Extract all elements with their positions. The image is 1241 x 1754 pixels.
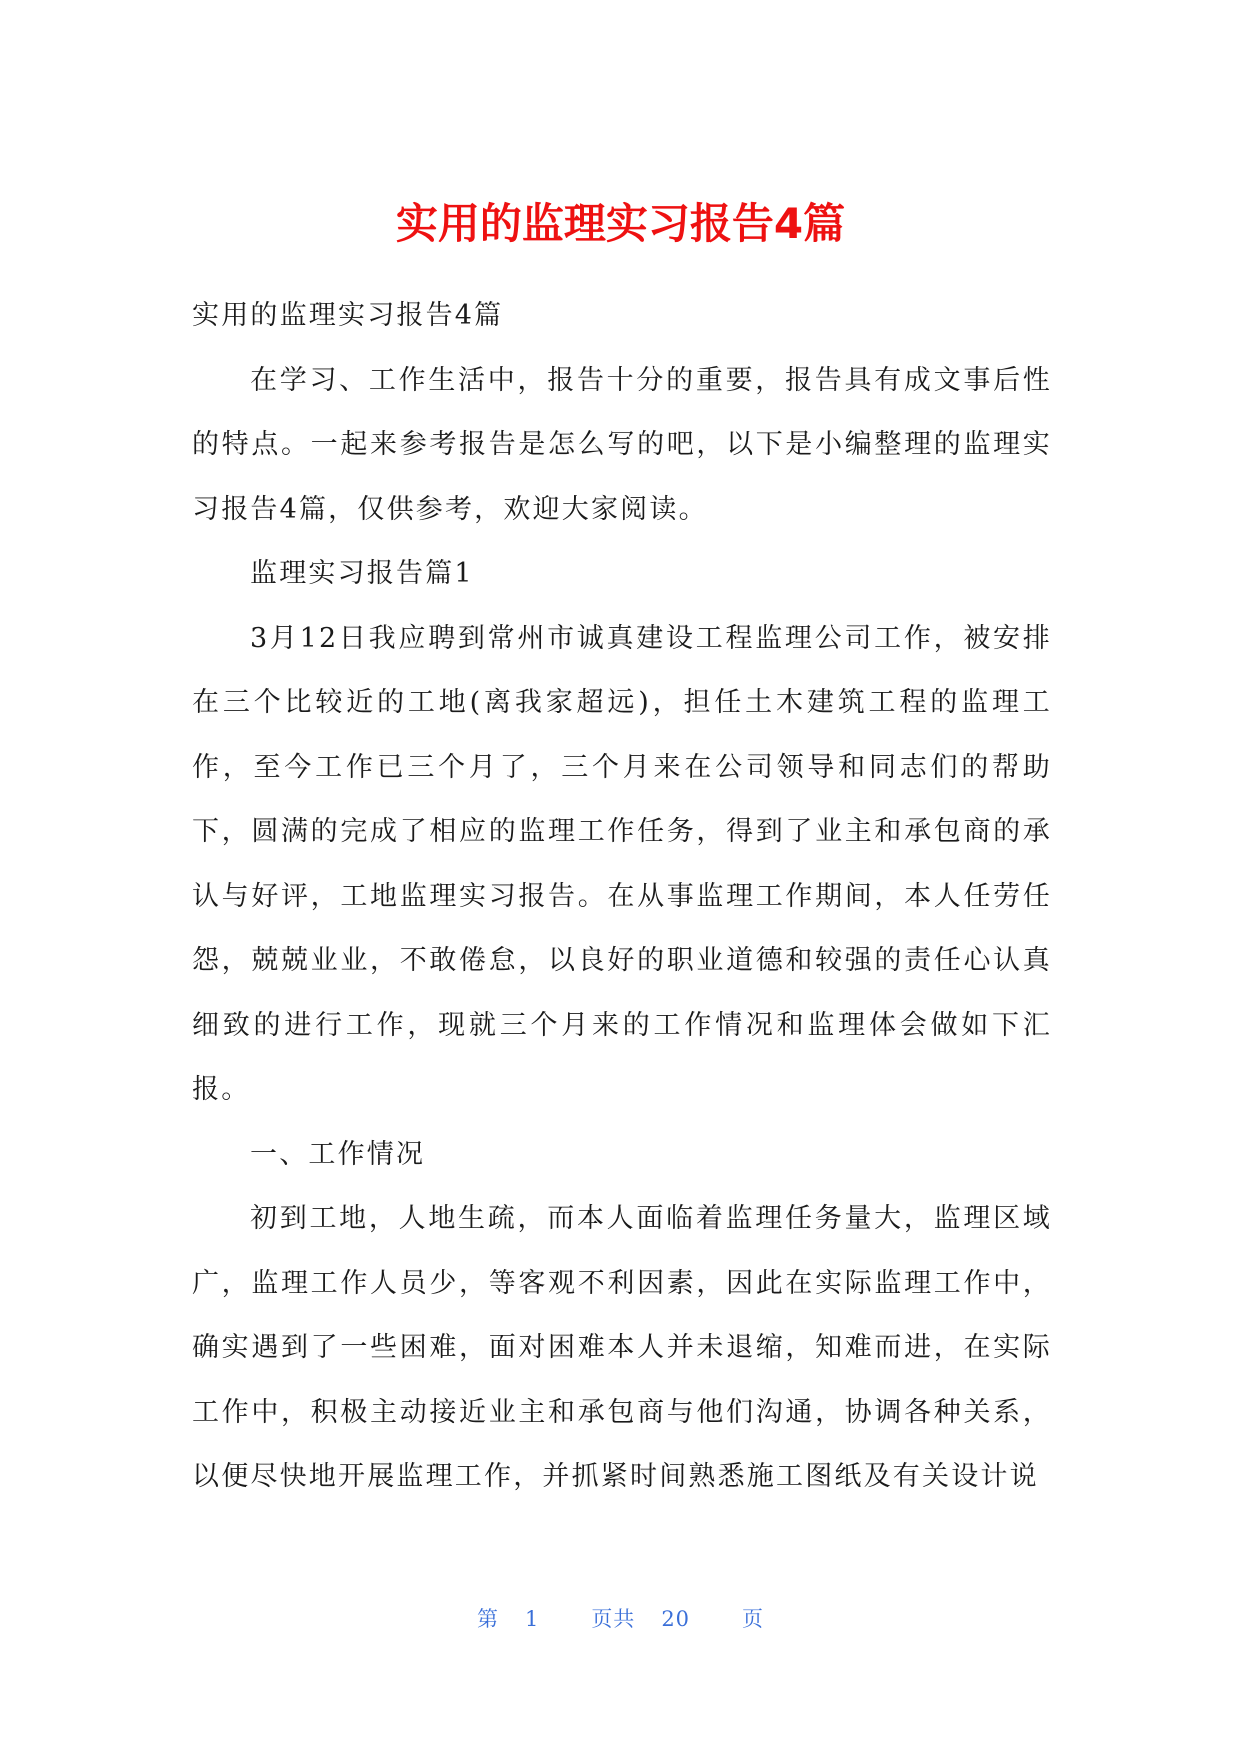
section-heading: 监理实习报告篇1 [250,558,474,589]
subsection-heading: 一、工作情况 [250,1138,426,1170]
page-footer [0,1604,1241,1634]
page-label-suffix: 页 [742,1607,765,1631]
subtitle-paragraph: 实用的监理实习报告4篇 [192,300,504,331]
body-paragraph: 初到工地，人地生疏，而本人面临着监理任务量大，监理区域广，监理工作人员少，等客观不利因素，因此在实际监理工作中，确实遇到了一些困难，面对困难本人并未退缩，知难而进，在实际工作中，积极主动接近业主和承包商与他们沟通，协调各种关系，以便尽快地开展监理工作，并抓紧时间熟悉施工图纸及有关设计说 [192,1203,1052,1492]
page-label-mid: 页共 [591,1607,636,1631]
total-pages-number: 20 [661,1607,691,1631]
current-page-number: 1 [524,1607,540,1631]
page-label-prefix: 第 [476,1607,499,1631]
body-paragraph: 3月12日我应聘到常州市诚真建设工程监理公司工作，被安排在三个比较近的工地(离我家超远)，担任土木建筑工程的监理工作，至今工作已三个月了，三个月来在公司领导和同志们的帮助下，圆满的完成了相应的监理工作任务，得到了业主和承包商的承认与好评，工地监理实习报告。在从事监理工作期间，本人任劳任怨，兢兢业业，不敢倦怠，以良好的职业道德和较强的责任心认真细致的进行工作，现就三个月来的工作情况和监理体会做如下汇报。 [192,622,1052,1105]
document-title: 实用的监理实习报告4篇 [395,199,846,248]
document-body [192,284,1052,1510]
intro-paragraph: 在学习、工作生活中，报告十分的重要，报告具有成文事后性的特点。一起来参考报告是怎么写的吧，以下是小编整理的监理实习报告4篇，仅供参考，欢迎大家阅读。 [192,364,1052,525]
